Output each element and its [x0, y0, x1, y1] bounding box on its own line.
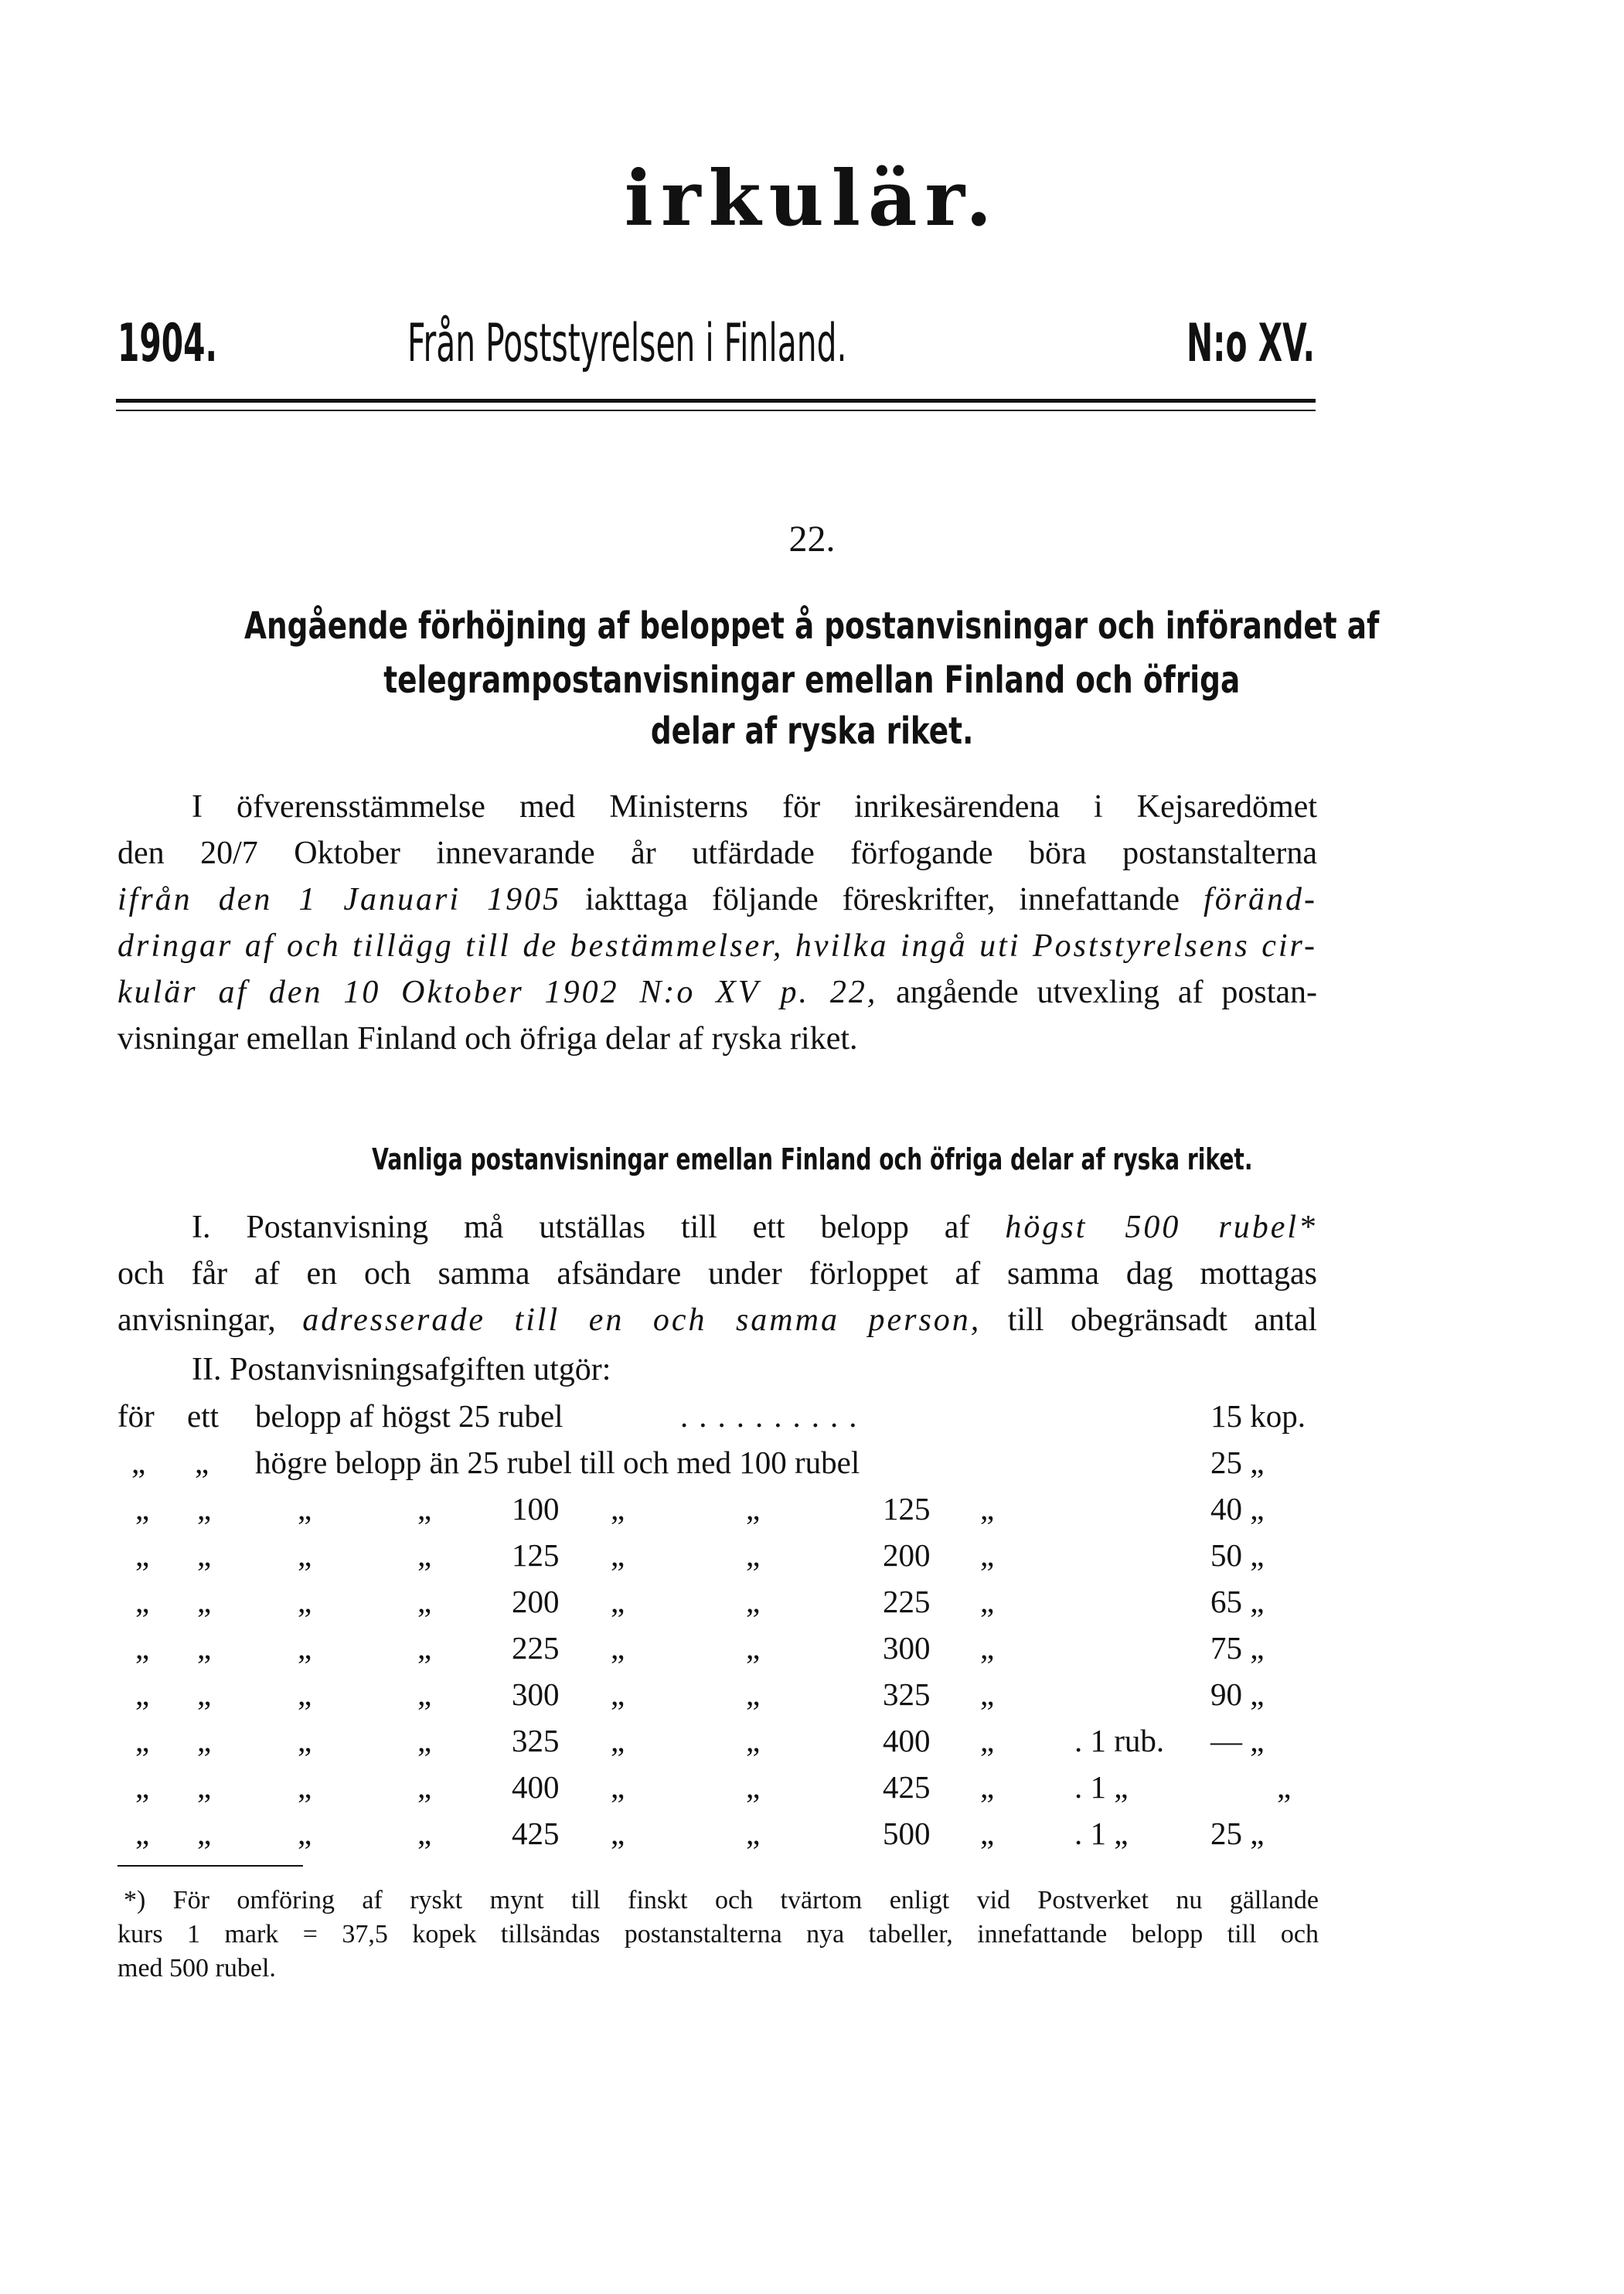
header-issuer: Från Poststyrelsen i Finland.: [407, 313, 847, 374]
fee-row9-ditto: „: [417, 1816, 432, 1851]
clause1-l3-pre: anvisningar,: [117, 1302, 276, 1338]
fee-row8-from: 400: [512, 1769, 560, 1805]
intro-line-6: visningar emellan Finland och öfriga delar af ryska riket.: [117, 1021, 858, 1057]
clause1-text: I. Postanvisning må utställas till ett belopp af: [192, 1210, 970, 1245]
fee-row0-col-a: för: [117, 1398, 155, 1434]
fee-row5-ditto: „: [611, 1630, 625, 1666]
fee-row1-col-b: „: [195, 1445, 209, 1480]
clause1-limit-italic: högst 500 rubel*: [1005, 1210, 1318, 1245]
fee-row1-fee: 25 „: [1210, 1445, 1265, 1480]
fee-row7-from: 325: [512, 1723, 560, 1758]
fee-row5-to: 300: [883, 1630, 931, 1666]
fee-row9-rub: . 1 „: [1074, 1816, 1129, 1851]
fee-row2-ditto: „: [980, 1491, 995, 1526]
fee-row6-ditto: „: [980, 1676, 995, 1712]
intro-ref-italic: kulär af den 10 Oktober 1902 N:o XV p. 22,: [117, 975, 878, 1010]
clause1-l3-post: till obegränsadt antal: [1007, 1302, 1318, 1338]
fee-row7-ditto: „: [197, 1723, 212, 1758]
fee-row3-ditto: „: [298, 1537, 312, 1573]
heading-line-2: telegrampostanvisningar emellan Finland och öfriga: [383, 659, 1241, 702]
fee-row6-ditto: „: [746, 1676, 761, 1712]
fee-row5-ditto: „: [298, 1630, 312, 1666]
fee-row0-fee: 15 kop.: [1210, 1398, 1306, 1434]
fee-row0-leader-dots: ..........: [680, 1398, 868, 1434]
footnote-separator: [117, 1865, 303, 1867]
fee-row4-ditto: „: [135, 1584, 150, 1619]
intro-line-1: I öfverensstämmelse med Ministerns för inrikesärendena i Kejsaredömet: [192, 789, 1317, 825]
section-number: 22.: [788, 519, 836, 560]
intro-date-italic: ifrån den 1 Januari 1905: [117, 882, 562, 917]
fee-row4-ditto: „: [611, 1584, 625, 1619]
fee-row6-ditto: „: [298, 1676, 312, 1712]
fee-row4-ditto: „: [298, 1584, 312, 1619]
subheading: Vanliga postanvisningar emellan Finland och öfriga delar af ryska riket.: [371, 1142, 1253, 1176]
fee-row4-from: 200: [512, 1584, 560, 1619]
intro-line-5: [117, 974, 1317, 1011]
fee-row3-fee: 50 „: [1210, 1537, 1265, 1573]
fee-row8-ditto: „: [611, 1769, 625, 1805]
fee-row3-ditto: „: [980, 1537, 995, 1573]
fee-row4-to: 225: [883, 1584, 931, 1619]
footnote-line-1: *) För omföring af ryskt mynt till finskt och tvärtom enligt vid Postverket nu gällande: [124, 1886, 1319, 1915]
intro-line-2: den 20/7 Oktober innevarande år utfärdade förfogande böra postanstalterna: [117, 836, 1317, 871]
fee-row7-rub: . 1 rub.: [1074, 1723, 1165, 1758]
fee-row0-col-b: ett: [187, 1398, 219, 1434]
fee-row8-ditto: „: [135, 1769, 150, 1805]
heading-line-3: delar af ryska riket.: [650, 710, 974, 753]
fee-row5-ditto: „: [417, 1630, 432, 1666]
fee-row8-ditto: „: [417, 1769, 432, 1805]
fee-row8-ditto: „: [298, 1769, 312, 1805]
fee-row9-ditto: „: [197, 1816, 212, 1851]
fraktur-title: irkulär.: [624, 155, 1000, 243]
fee-row5-ditto: „: [135, 1630, 150, 1666]
fee-row8-ditto: „: [980, 1769, 995, 1805]
clause1-l3-italic: adresserade till en och samma person,: [302, 1302, 982, 1338]
fee-row6-ditto: „: [135, 1676, 150, 1712]
fee-row7-ditto: „: [135, 1723, 150, 1758]
fee-row3-ditto: „: [417, 1537, 432, 1573]
fee-row7-ditto: „: [746, 1723, 761, 1758]
fee-row2-ditto: „: [417, 1491, 432, 1526]
fee-row0-desc: belopp af högst 25 rubel: [255, 1398, 563, 1434]
footnote-line-2: kurs 1 mark = 37,5 kopek tillsändas postanstalterna nya tabeller, innefattande belopp till och: [117, 1920, 1319, 1949]
fee-row6-ditto: „: [611, 1676, 625, 1712]
header-number: N:o XV.: [1187, 313, 1315, 374]
fee-row3-ditto: „: [197, 1537, 212, 1573]
fee-row7-ditto: „: [298, 1723, 312, 1758]
fee-row2-ditto: „: [611, 1491, 625, 1526]
fee-row8-fee: „: [1277, 1769, 1292, 1805]
clause1-line-2: och får af en och samma afsändare under förloppet af samma dag mottagas: [117, 1256, 1317, 1292]
fee-row6-fee: 90 „: [1210, 1676, 1265, 1712]
fee-row5-ditto: „: [746, 1630, 761, 1666]
fee-row9-ditto: „: [980, 1816, 995, 1851]
fee-row5-ditto: „: [197, 1630, 212, 1666]
fee-row8-to: 425: [883, 1769, 931, 1805]
fee-row6-ditto: „: [197, 1676, 212, 1712]
fee-row3-ditto: „: [611, 1537, 625, 1573]
fee-row4-ditto: „: [746, 1584, 761, 1619]
fee-row3-to: 200: [883, 1537, 931, 1573]
fee-row8-rub: . 1 „: [1074, 1769, 1129, 1805]
header-rule-thick: [116, 399, 1316, 403]
fee-row9-from: 425: [512, 1816, 560, 1851]
intro-line-3-text: iakttaga följande föreskrifter, innefattande: [585, 882, 1180, 917]
fee-row7-ditto: „: [980, 1723, 995, 1758]
fee-row2-ditto: „: [197, 1491, 212, 1526]
fee-row3-ditto: „: [746, 1537, 761, 1573]
intro-line-5-text: angående utvexling af postan-: [896, 975, 1317, 1010]
fee-row9-ditto: „: [135, 1816, 150, 1851]
fee-row5-from: 225: [512, 1630, 560, 1666]
footnote-line-3: med 500 rubel.: [117, 1954, 276, 1983]
fee-row8-ditto: „: [746, 1769, 761, 1805]
fee-row9-ditto: „: [746, 1816, 761, 1851]
intro-line-3: [117, 881, 1317, 918]
fee-row6-from: 300: [512, 1676, 560, 1712]
fee-row1-col-a: „: [131, 1445, 146, 1480]
fee-row4-fee: 65 „: [1210, 1584, 1265, 1619]
clause2-intro: II. Postanvisningsafgiften utgör:: [192, 1352, 611, 1387]
clause1-line-3: [117, 1302, 1317, 1339]
fee-row2-ditto: „: [746, 1491, 761, 1526]
fee-row4-ditto: „: [980, 1584, 995, 1619]
fee-row9-to: 500: [883, 1816, 931, 1851]
fee-row7-to: 400: [883, 1723, 931, 1758]
fee-row7-ditto: „: [611, 1723, 625, 1758]
fee-row8-ditto: „: [197, 1769, 212, 1805]
fee-row9-ditto: „: [298, 1816, 312, 1851]
fee-row4-ditto: „: [197, 1584, 212, 1619]
heading-line-1: Angående förhöjning af beloppet å postanvisningar och införandet af: [244, 604, 1380, 648]
fee-row2-ditto: „: [135, 1491, 150, 1526]
intro-italic-end: föränd-: [1204, 882, 1318, 917]
fee-row7-ditto: „: [417, 1723, 432, 1758]
header-year: 1904.: [117, 313, 218, 374]
clause1-line-1: [192, 1209, 1317, 1246]
fee-row9-ditto: „: [611, 1816, 625, 1851]
fee-row9-fee: 25 „: [1210, 1816, 1265, 1851]
fee-row2-fee: 40 „: [1210, 1491, 1265, 1526]
header-rule-thin: [116, 410, 1316, 411]
fee-row2-ditto: „: [298, 1491, 312, 1526]
fee-row5-fee: 75 „: [1210, 1630, 1265, 1666]
fee-row7-fee: — „: [1210, 1723, 1265, 1758]
fee-row6-ditto: „: [417, 1676, 432, 1712]
fee-row6-to: 325: [883, 1676, 931, 1712]
fee-row2-from: 100: [512, 1491, 560, 1526]
fee-row3-ditto: „: [135, 1537, 150, 1573]
fee-row3-from: 125: [512, 1537, 560, 1573]
fee-row4-ditto: „: [417, 1584, 432, 1619]
fee-row1-desc: högre belopp än 25 rubel till och med 100 rubel: [255, 1445, 860, 1480]
fee-row5-ditto: „: [980, 1630, 995, 1666]
fee-row2-to: 125: [883, 1491, 931, 1526]
intro-line-4: dringar af och tillägg till de bestämmelser, hvilka ingå uti Poststyrelsens cir-: [117, 928, 1317, 964]
